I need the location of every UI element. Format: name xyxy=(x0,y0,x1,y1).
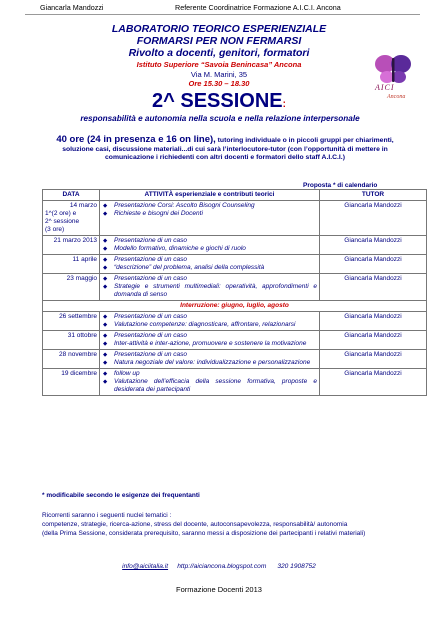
row-date xyxy=(43,350,100,369)
page-footer: Formazione Docenti 2013 xyxy=(176,585,262,594)
row-activities xyxy=(100,312,320,331)
date-line: 26 settembre xyxy=(59,313,97,320)
row-tutor: Giancarla Mandozzi xyxy=(320,201,427,236)
activity-item: ◆ Presentazione Corsi: Ascolto Bisogni Counseling xyxy=(102,202,317,210)
institute-name: Istituto Superiore “Savoia Benincasa” Ancona xyxy=(136,60,302,69)
row-activities xyxy=(100,201,320,236)
title-line-2: FORMARSI PER NON FERMARSI xyxy=(136,35,302,47)
logo-city: Ancona xyxy=(387,94,406,100)
table-row xyxy=(43,312,427,331)
row-tutor: Giancarla Mandozzi xyxy=(320,236,427,255)
date-line: 1^(2 ore) e xyxy=(45,210,77,217)
date-line: 14 marzo xyxy=(69,202,97,209)
row-date xyxy=(43,255,100,274)
header-author: Giancarla Mandozzi xyxy=(40,3,104,12)
table-header-row xyxy=(43,190,427,201)
title-line-3: Rivolto a docenti, genitori, formatori xyxy=(128,47,310,59)
calendar-proposal-label: Proposta * di calendario xyxy=(303,182,378,189)
calendar-footnote: * modificabile secondo le esigenze dei frequentanti xyxy=(42,492,200,499)
row-activities xyxy=(100,350,320,369)
row-date xyxy=(43,369,100,396)
activity-item: ◆ Natura negoziale del valore: individualizzazione e personalizzazione xyxy=(102,359,317,367)
row-date xyxy=(43,201,100,236)
row-tutor: Giancarla Mandozzi xyxy=(320,312,427,331)
row-tutor: Giancarla Mandozzi xyxy=(320,369,427,396)
contacts-line xyxy=(0,563,438,570)
activity-item: ◆ Presentazione di un caso xyxy=(102,313,317,321)
header-date: DATA xyxy=(43,190,100,201)
date-line: 11 aprile xyxy=(72,256,97,263)
table-row xyxy=(43,350,427,369)
calendar-body xyxy=(43,201,427,396)
activity-item: ◆ Valutazione competenze: diagnosticare, affrontare, relazionarsi xyxy=(102,321,317,329)
activity-item: ◆ Valutazione dell’efficacia della sessione formativa, proposte e desiderata dei partecipanti xyxy=(102,378,317,394)
session-heading xyxy=(0,90,438,113)
activity-item: ◆ Strategie e strumenti multimediali: operatività, approfondimenti e domanda di senso xyxy=(102,283,317,299)
date-line: 28 novembre xyxy=(59,351,97,358)
header-tutor: TUTOR xyxy=(320,190,427,201)
hours-description xyxy=(40,136,410,163)
calendar-table xyxy=(42,189,427,396)
session-time: Ore 15.30 – 18.30 xyxy=(188,79,250,88)
phone-number: 320 1908752 xyxy=(277,563,316,570)
email-link[interactable]: info@aiciitalia.it xyxy=(122,563,169,570)
title-line-1: LABORATORIO TEORICO ESPERIENZIALE xyxy=(111,23,327,35)
date-line: 2^ sessione xyxy=(45,218,80,225)
table-row xyxy=(43,255,427,274)
row-tutor: Giancarla Mandozzi xyxy=(320,255,427,274)
activity-item: ◆ “descrizione” del problema, analisi della complessità xyxy=(102,264,317,272)
date-line: 21 marzo 2013 xyxy=(53,237,97,244)
activity-item: ◆ Inter-attività e inter-azione, promuovere e sostenere la motivazione xyxy=(102,340,317,348)
row-tutor: Giancarla Mandozzi xyxy=(320,331,427,350)
interruption-text: Interruzione: giugno, luglio, agosto xyxy=(43,301,427,312)
table-row xyxy=(43,369,427,396)
row-date xyxy=(43,236,100,255)
row-tutor: Giancarla Mandozzi xyxy=(320,350,427,369)
institute-address: Via M. Marini, 35 xyxy=(190,70,248,79)
table-row xyxy=(43,274,427,301)
row-activities xyxy=(100,236,320,255)
header-activity: ATTIVITÀ esperienziale e contributi teorici xyxy=(100,190,320,201)
header-role: Referente Coordinatrice Formazione A.I.C.I. Ancona xyxy=(175,3,341,12)
row-activities xyxy=(100,369,320,396)
activity-item: ◆ Presentazione di un caso xyxy=(102,332,317,340)
topics-section xyxy=(42,512,427,538)
activity-item: ◆ Presentazione di un caso xyxy=(102,351,317,359)
topics-list: competenze, strategie, ricerca-azione, stress del docente, autoconsapevolezza, responsabilità/ autonomia xyxy=(42,520,348,528)
activity-item: ◆ Presentazione di un caso xyxy=(102,237,317,245)
date-line: 31 ottobre xyxy=(67,332,97,339)
row-activities xyxy=(100,255,320,274)
hours-total: 40 ore (24 in presenza e 16 on line), xyxy=(56,134,216,145)
row-date xyxy=(43,312,100,331)
interruption-row xyxy=(43,301,427,312)
row-tutor: Giancarla Mandozzi xyxy=(320,274,427,301)
row-activities xyxy=(100,274,320,301)
date-line: (3 ore) xyxy=(45,226,65,233)
row-activities xyxy=(100,331,320,350)
header-divider xyxy=(25,14,420,15)
hours-details: tutoring individuale o in piccoli gruppi per chiarimenti, soluzione casi, discussione materiali...di cui sarà l’interlocutore-tutor (con l’opportunità di mettere in comunicazione i richiedenti con altri docenti e formatori dello staff A.I.C.I.) xyxy=(62,137,394,162)
topics-intro: Ricorrenti saranno i seguenti nuclei tematici : xyxy=(42,512,172,519)
row-date xyxy=(43,331,100,350)
activity-item: ◆ follow up xyxy=(102,370,317,378)
activity-item: ◆ Modello formativo, dinamiche e giochi di ruolo xyxy=(102,245,317,253)
session-subtitle: responsabilità e autonomia nella scuola e nella relazione interpersonale xyxy=(80,114,360,123)
date-line: 23 maggio xyxy=(66,275,97,282)
activity-item: ◆ Presentazione di un caso xyxy=(102,275,317,283)
blog-link[interactable]: http://aicianconа.blogspot.com xyxy=(177,563,267,570)
activity-item: ◆ Presentazione di un caso xyxy=(102,256,317,264)
table-row xyxy=(43,331,427,350)
session-title: 2^ SESSIONE xyxy=(152,90,283,112)
session-colon: : xyxy=(282,99,286,110)
table-row xyxy=(43,236,427,255)
row-date xyxy=(43,274,100,301)
activity-item: ◆ Richieste e bisogni dei Docenti xyxy=(102,210,317,218)
topics-note: (della Prima Sessione, considerata prerequisito, saranno messi a disposizione dei partecipanti i relativi materiali) xyxy=(42,529,366,537)
logo-acronym: AICI xyxy=(375,83,395,92)
date-line: 19 dicembre xyxy=(61,370,97,377)
table-row xyxy=(43,201,427,236)
